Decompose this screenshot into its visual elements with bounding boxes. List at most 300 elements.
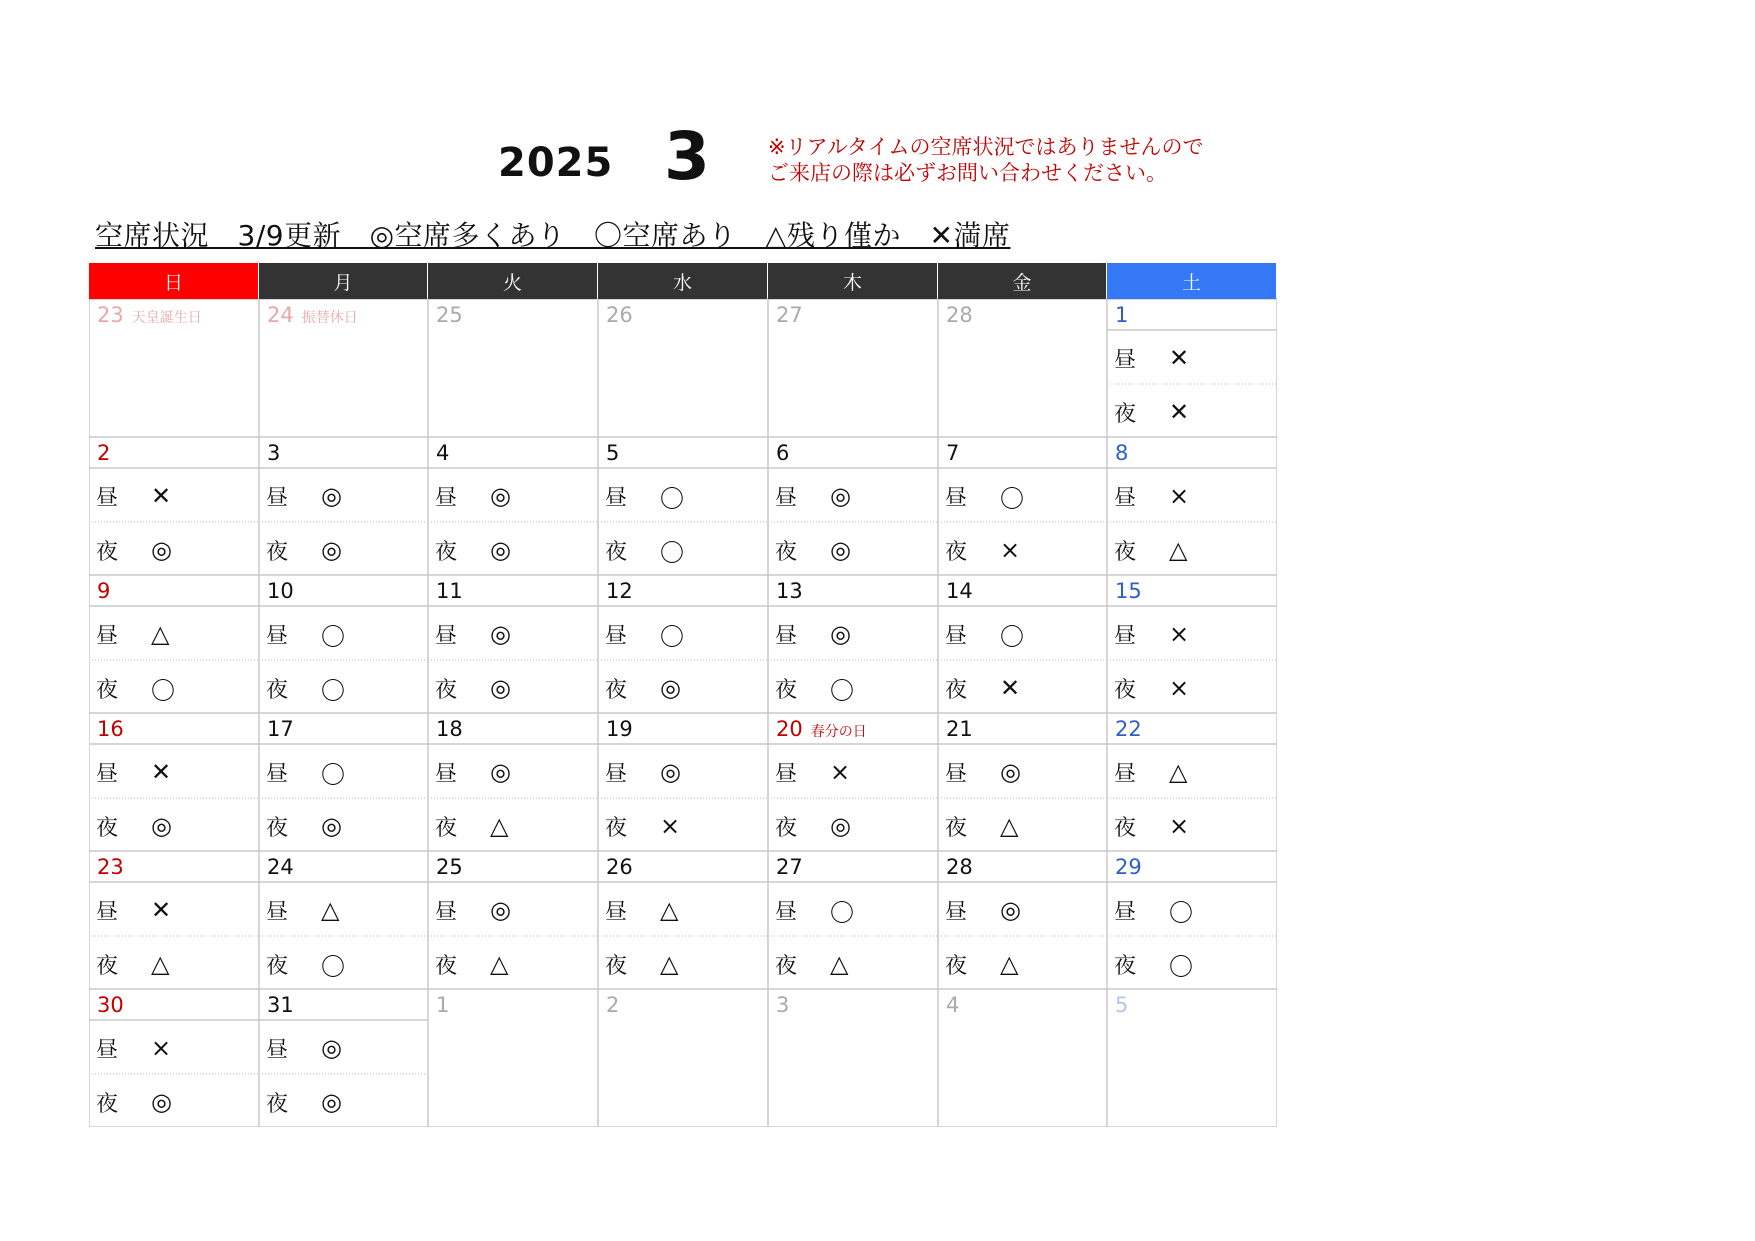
day-number-text: 3 [776, 993, 790, 1017]
dinner-label: 夜 [266, 1091, 289, 1117]
dinner-slot [96, 673, 246, 703]
dinner-slot [266, 535, 416, 565]
lunch-availability-symbol: 〇 [660, 484, 684, 513]
dinner-label: 夜 [605, 953, 628, 979]
lunch-slot [435, 481, 585, 511]
holiday-name: 春分の日 [810, 724, 867, 740]
day-number [97, 303, 202, 327]
lunch-label: 昼 [775, 761, 798, 787]
day-number-text: 6 [776, 441, 790, 465]
lunch-availability-symbol: ◎ [1000, 758, 1021, 786]
day-number [267, 993, 294, 1017]
calendar-day-cell [428, 437, 598, 575]
dinner-label: 夜 [266, 677, 289, 703]
calendar-day-cell [428, 851, 598, 989]
dinner-availability-symbol: △ [830, 950, 849, 978]
holiday-name: 振替休日 [301, 310, 358, 326]
lunch-availability-symbol: ✕ [151, 758, 172, 786]
day-number [776, 717, 867, 741]
lunch-slot [96, 757, 246, 787]
lunch-slot [266, 757, 416, 787]
calendar-day-cell [259, 299, 428, 437]
day-number [776, 441, 789, 465]
dinner-slot [775, 673, 925, 703]
dinner-slot [1114, 673, 1264, 703]
lunch-slot [266, 481, 416, 511]
lunch-availability-symbol: ◎ [490, 896, 511, 924]
lunch-label: 昼 [775, 899, 798, 925]
day-number-text: 5 [606, 441, 620, 465]
day-number [946, 579, 973, 603]
calendar-day-cell [598, 299, 768, 437]
day-number [776, 579, 803, 603]
dinner-label: 夜 [96, 539, 119, 565]
day-number-text: 27 [776, 855, 803, 879]
dinner-availability-symbol: 〇 [1169, 952, 1193, 981]
dinner-label: 夜 [266, 953, 289, 979]
lunch-slot [1114, 619, 1264, 649]
lunch-slot [605, 619, 755, 649]
calendar-day-cell [1107, 989, 1277, 1127]
lunch-label: 昼 [945, 623, 968, 649]
calendar-day-cell [89, 989, 259, 1127]
day-number-text: 22 [1115, 717, 1142, 741]
dinner-availability-symbol: × [1000, 536, 1021, 564]
day-number-text: 28 [946, 303, 973, 327]
dinner-label: 夜 [96, 677, 119, 703]
day-number-text: 13 [776, 579, 803, 603]
calendar-day-cell [89, 851, 259, 989]
dinner-label: 夜 [775, 815, 798, 841]
day-number [1115, 579, 1142, 603]
day-number [776, 303, 803, 327]
lunch-label: 昼 [1114, 623, 1137, 649]
calendar-day-cell [938, 299, 1107, 437]
dinner-availability-symbol: × [1169, 812, 1190, 840]
day-number [1115, 717, 1142, 741]
notice-line-2: ご来店の際は必ずお問い合わせください。 [768, 161, 1167, 185]
lunch-availability-symbol: 〇 [660, 622, 684, 651]
dinner-slot [96, 1087, 246, 1117]
dinner-availability-symbol: △ [490, 812, 509, 840]
day-number-text: 2 [97, 441, 111, 465]
calendar-day-cell [89, 299, 259, 437]
dinner-slot [775, 811, 925, 841]
day-number-text: 18 [436, 717, 463, 741]
lunch-label: 昼 [945, 761, 968, 787]
lunch-slot [435, 757, 585, 787]
lunch-availability-symbol: 〇 [1000, 622, 1024, 651]
day-number [436, 441, 449, 465]
lunch-slot [266, 619, 416, 649]
calendar-day-cell [259, 713, 428, 851]
day-number-text: 10 [267, 579, 294, 603]
day-number-text: 17 [267, 717, 294, 741]
dinner-availability-symbol: △ [1169, 536, 1188, 564]
dinner-label: 夜 [266, 815, 289, 841]
dinner-label: 夜 [1114, 539, 1137, 565]
day-number-text: 15 [1115, 579, 1142, 603]
lunch-label: 昼 [435, 485, 458, 511]
dinner-slot [266, 1087, 416, 1117]
dinner-label: 夜 [435, 539, 458, 565]
lunch-availability-symbol: × [151, 1034, 172, 1062]
dinner-label: 夜 [1114, 401, 1137, 427]
lunch-label: 昼 [435, 761, 458, 787]
day-number [1115, 441, 1128, 465]
lunch-availability-symbol: × [830, 758, 851, 786]
calendar-day-cell [598, 989, 768, 1127]
dinner-availability-symbol: ◎ [490, 674, 511, 702]
calendar-day-cell [89, 437, 259, 575]
day-number [267, 441, 280, 465]
dinner-slot [775, 535, 925, 565]
dinner-label: 夜 [266, 539, 289, 565]
lunch-slot [775, 895, 925, 925]
dinner-label: 夜 [945, 539, 968, 565]
lunch-label: 昼 [775, 623, 798, 649]
day-number [606, 855, 633, 879]
lunch-availability-symbol: ◎ [490, 482, 511, 510]
lunch-label: 昼 [1114, 485, 1137, 511]
day-number [97, 579, 110, 603]
lunch-availability-symbol: 〇 [830, 898, 854, 927]
lunch-slot [1114, 481, 1264, 511]
calendar-day-cell [428, 299, 598, 437]
dinner-label: 夜 [96, 1091, 119, 1117]
lunch-availability-symbol: 〇 [1000, 484, 1024, 513]
day-number-text: 21 [946, 717, 973, 741]
lunch-slot [1114, 757, 1264, 787]
dinner-label: 夜 [945, 815, 968, 841]
lunch-label: 昼 [1114, 347, 1137, 373]
day-number [946, 855, 973, 879]
calendar-day-cell [938, 713, 1107, 851]
weekday-header-0: 日 [89, 263, 258, 299]
lunch-label: 昼 [266, 623, 289, 649]
dinner-availability-symbol: ◎ [830, 536, 851, 564]
day-number-text: 7 [946, 441, 960, 465]
weekday-header-2: 火 [428, 263, 597, 299]
lunch-label: 昼 [435, 623, 458, 649]
dinner-slot [266, 949, 416, 979]
lunch-slot [775, 757, 925, 787]
lunch-slot [266, 1033, 416, 1063]
dinner-slot [266, 673, 416, 703]
calendar-day-cell [598, 437, 768, 575]
dinner-slot [605, 949, 755, 979]
dinner-label: 夜 [435, 953, 458, 979]
lunch-slot [435, 895, 585, 925]
lunch-label: 昼 [96, 761, 119, 787]
lunch-label: 昼 [266, 485, 289, 511]
calendar-day-cell [768, 575, 938, 713]
day-number [606, 579, 633, 603]
lunch-availability-symbol: ◎ [830, 620, 851, 648]
day-number-text: 8 [1115, 441, 1129, 465]
calendar-day-cell [1107, 437, 1277, 575]
lunch-slot [435, 619, 585, 649]
calendar-day-cell [768, 851, 938, 989]
calendar-day-cell [938, 575, 1107, 713]
lunch-slot [96, 895, 246, 925]
dinner-availability-symbol: ◎ [490, 536, 511, 564]
dinner-slot [605, 811, 755, 841]
day-number-text: 3 [267, 441, 281, 465]
lunch-availability-symbol: ◎ [321, 1034, 342, 1062]
dinner-slot [605, 535, 755, 565]
day-number [1115, 303, 1128, 327]
dinner-availability-symbol: △ [151, 950, 170, 978]
dinner-availability-symbol: ◎ [321, 1088, 342, 1116]
lunch-availability-symbol: ◎ [660, 758, 681, 786]
dinner-slot [945, 673, 1095, 703]
dinner-slot [605, 673, 755, 703]
calendar-day-cell [938, 437, 1107, 575]
lunch-availability-symbol: × [1169, 620, 1190, 648]
day-number-text: 16 [97, 717, 124, 741]
dinner-slot [435, 949, 585, 979]
weekday-header-5: 金 [938, 263, 1106, 299]
calendar-day-cell [428, 713, 598, 851]
day-number-text: 11 [436, 579, 463, 603]
day-number-text: 29 [1115, 855, 1142, 879]
day-number [606, 303, 633, 327]
calendar-day-cell [768, 299, 938, 437]
day-number [97, 441, 110, 465]
lunch-availability-symbol: 〇 [1169, 898, 1193, 927]
day-number-text: 23 [97, 855, 124, 879]
day-number [436, 579, 463, 603]
dinner-availability-symbol: △ [490, 950, 509, 978]
calendar-day-cell [1107, 575, 1277, 713]
dinner-label: 夜 [775, 677, 798, 703]
calendar-day-cell [1107, 713, 1277, 851]
dinner-slot [1114, 811, 1264, 841]
day-number-text: 24 [267, 303, 294, 327]
lunch-slot [96, 481, 246, 511]
dinner-availability-symbol: ◎ [660, 674, 681, 702]
day-number-text: 14 [946, 579, 973, 603]
dinner-slot [435, 811, 585, 841]
dinner-slot [775, 949, 925, 979]
dinner-availability-symbol: 〇 [151, 676, 175, 705]
calendar-day-cell [938, 851, 1107, 989]
calendar-day-cell [259, 575, 428, 713]
day-number-text: 24 [267, 855, 294, 879]
lunch-label: 昼 [605, 623, 628, 649]
dinner-slot [266, 811, 416, 841]
lunch-slot [1114, 343, 1264, 373]
calendar-month: 3 [664, 118, 710, 195]
dinner-availability-symbol: 〇 [830, 676, 854, 705]
lunch-slot [96, 1033, 246, 1063]
lunch-availability-symbol: △ [321, 896, 340, 924]
lunch-slot [945, 619, 1095, 649]
day-number [267, 855, 294, 879]
lunch-label: 昼 [945, 899, 968, 925]
day-number [97, 717, 124, 741]
day-number-text: 4 [946, 993, 960, 1017]
day-number [946, 717, 973, 741]
calendar-day-cell [598, 575, 768, 713]
day-number [97, 993, 124, 1017]
lunch-availability-symbol: △ [1169, 758, 1188, 786]
dinner-availability-symbol: ✕ [1000, 674, 1021, 702]
lunch-availability-symbol: ◎ [490, 758, 511, 786]
lunch-label: 昼 [96, 623, 119, 649]
calendar-day-cell [89, 575, 259, 713]
lunch-availability-symbol: ◎ [1000, 896, 1021, 924]
lunch-availability-symbol: ◎ [490, 620, 511, 648]
calendar-day-cell [1107, 299, 1277, 437]
dinner-label: 夜 [435, 815, 458, 841]
day-number-text: 5 [1115, 993, 1129, 1017]
calendar-day-cell [768, 713, 938, 851]
calendar-day-cell [428, 575, 598, 713]
day-number-text: 26 [606, 303, 633, 327]
lunch-label: 昼 [945, 485, 968, 511]
lunch-label: 昼 [96, 1037, 119, 1063]
lunch-availability-symbol: × [1169, 482, 1190, 510]
dinner-availability-symbol: ◎ [151, 1088, 172, 1116]
dinner-slot [96, 811, 246, 841]
dinner-availability-symbol: × [660, 812, 681, 840]
calendar-day-cell [259, 989, 428, 1127]
day-number-text: 9 [97, 579, 111, 603]
dinner-label: 夜 [96, 953, 119, 979]
day-number-text: 31 [267, 993, 294, 1017]
calendar-day-cell [89, 713, 259, 851]
dinner-availability-symbol: ◎ [151, 536, 172, 564]
day-number-text: 28 [946, 855, 973, 879]
day-number [436, 717, 463, 741]
day-number [606, 717, 633, 741]
weekday-header-1: 月 [259, 263, 427, 299]
holiday-name: 天皇誕生日 [131, 310, 202, 326]
day-number [436, 303, 463, 327]
lunch-availability-symbol: ✕ [151, 482, 172, 510]
lunch-availability-symbol: △ [151, 620, 170, 648]
dinner-availability-symbol: ✕ [1169, 398, 1190, 426]
lunch-slot [945, 757, 1095, 787]
lunch-slot [266, 895, 416, 925]
dinner-availability-symbol: ◎ [151, 812, 172, 840]
lunch-label: 昼 [1114, 761, 1137, 787]
day-number-text: 1 [436, 993, 450, 1017]
day-number-text: 23 [97, 303, 124, 327]
dinner-availability-symbol: × [1169, 674, 1190, 702]
lunch-availability-symbol: 〇 [321, 622, 345, 651]
day-number [606, 441, 619, 465]
day-number-text: 1 [1115, 303, 1129, 327]
lunch-label: 昼 [266, 761, 289, 787]
dinner-availability-symbol: 〇 [321, 676, 345, 705]
day-number-text: 12 [606, 579, 633, 603]
lunch-label: 昼 [775, 485, 798, 511]
calendar-day-cell [938, 989, 1107, 1127]
dinner-label: 夜 [1114, 953, 1137, 979]
dinner-label: 夜 [605, 539, 628, 565]
day-number [776, 993, 789, 1017]
day-number [267, 303, 358, 327]
day-number [776, 855, 803, 879]
day-number-text: 30 [97, 993, 124, 1017]
dinner-label: 夜 [1114, 815, 1137, 841]
dinner-slot [435, 673, 585, 703]
day-number-text: 26 [606, 855, 633, 879]
day-number [436, 855, 463, 879]
lunch-slot [1114, 895, 1264, 925]
lunch-slot [775, 481, 925, 511]
dinner-availability-symbol: ◎ [830, 812, 851, 840]
day-number [1115, 855, 1142, 879]
dinner-label: 夜 [435, 677, 458, 703]
dinner-label: 夜 [1114, 677, 1137, 703]
lunch-label: 昼 [266, 1037, 289, 1063]
dinner-availability-symbol: △ [1000, 812, 1019, 840]
calendar-day-cell [598, 851, 768, 989]
lunch-slot [945, 895, 1095, 925]
lunch-slot [605, 757, 755, 787]
lunch-label: 昼 [435, 899, 458, 925]
lunch-slot [945, 481, 1095, 511]
lunch-label: 昼 [96, 485, 119, 511]
lunch-label: 昼 [605, 761, 628, 787]
calendar-day-cell [768, 437, 938, 575]
lunch-label: 昼 [1114, 899, 1137, 925]
day-number-text: 25 [436, 855, 463, 879]
calendar-day-cell [428, 989, 598, 1127]
dinner-label: 夜 [96, 815, 119, 841]
lunch-availability-symbol: △ [660, 896, 679, 924]
day-number-text: 19 [606, 717, 633, 741]
dinner-availability-symbol: ◎ [321, 812, 342, 840]
dinner-label: 夜 [605, 815, 628, 841]
day-number [946, 303, 973, 327]
calendar-year: 2025 [498, 140, 614, 186]
dinner-slot [945, 949, 1095, 979]
dinner-slot [1114, 535, 1264, 565]
lunch-label: 昼 [605, 899, 628, 925]
lunch-slot [96, 619, 246, 649]
calendar-day-cell [598, 713, 768, 851]
dinner-availability-symbol: △ [660, 950, 679, 978]
day-number-text: 25 [436, 303, 463, 327]
calendar-day-cell [259, 851, 428, 989]
calendar-day-cell [259, 437, 428, 575]
day-number-text: 2 [606, 993, 620, 1017]
lunch-label: 昼 [605, 485, 628, 511]
day-number [436, 993, 449, 1017]
lunch-slot [775, 619, 925, 649]
weekday-header-6: 土 [1107, 263, 1276, 299]
day-number [946, 441, 959, 465]
day-number [267, 717, 294, 741]
dinner-slot [945, 811, 1095, 841]
lunch-availability-symbol: ◎ [830, 482, 851, 510]
dinner-label: 夜 [945, 677, 968, 703]
dinner-slot [435, 535, 585, 565]
availability-legend: 空席状況 3/9更新 ◎空席多くあり 〇空席あり △残り僅か ✕満席 [95, 219, 1011, 252]
day-number [606, 993, 619, 1017]
dinner-slot [1114, 397, 1264, 427]
lunch-availability-symbol: ✕ [1169, 344, 1190, 372]
dinner-slot [96, 535, 246, 565]
lunch-label: 昼 [96, 899, 119, 925]
lunch-slot [605, 481, 755, 511]
dinner-slot [1114, 949, 1264, 979]
